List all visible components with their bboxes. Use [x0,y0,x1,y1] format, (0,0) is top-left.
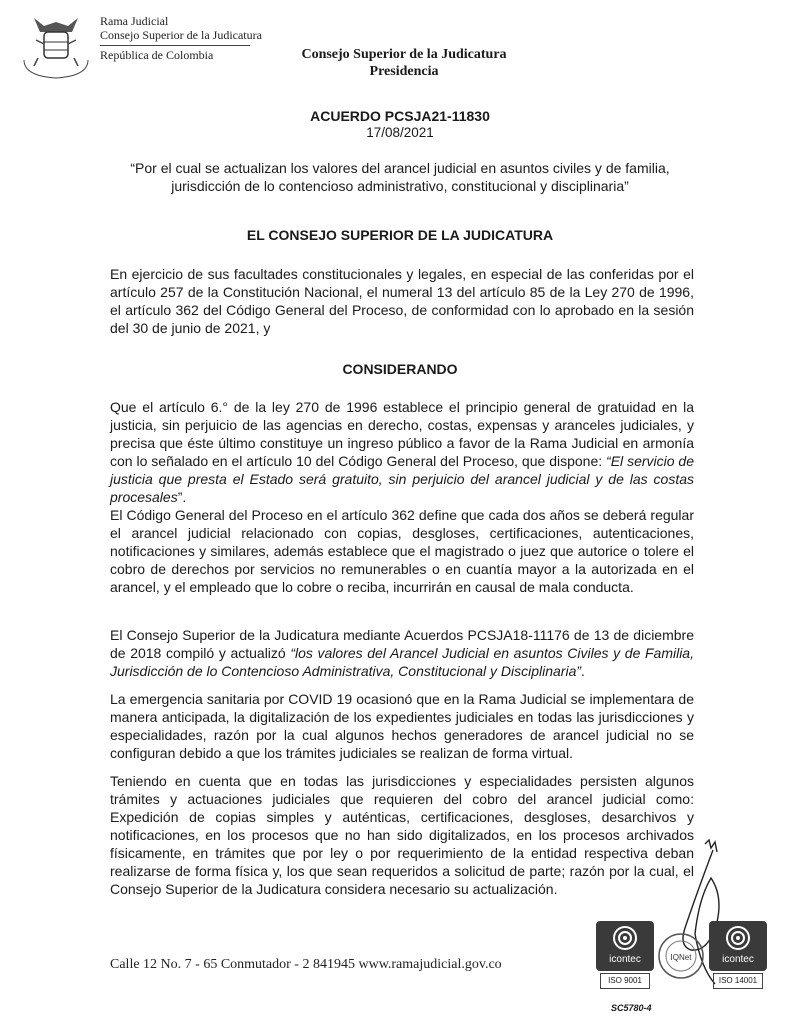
seal-standard: ISO 14001 [713,973,763,989]
paragraph-3-end: . [581,663,585,679]
paragraph-4: La emergencia sanitaria por COVID 19 ocasionó que en la Rama Judicial se implementara de manera anticipada, la digitalización de los expedientes judiciales en todas las jurisdicciones y especialidades, razón por la cual algunos hechos generadores de arancel judicial no se configuran debido a que los trámites judiciales se realizan de forma virtual. [110,691,694,761]
paragraph-1 [110,398,694,506]
seal-standard: ISO 9001 [600,973,650,989]
paragraph-1-end: ”. [177,489,187,505]
agreement-subject: “Por el cual se actualizan los valores del arancel judicial en asuntos civiles y de familia, jurisdicción de lo contencioso administrativo, constitucional y disciplinaria” [130,160,670,194]
paragraph-3-text: El Consejo Superior de la Judicatura mediante Acuerdos PCSJA18-11176 de 13 de diciembre de 2018 compiló y actualizó [110,627,694,661]
iqnet-seal [657,932,705,980]
paragraph-3 [110,626,694,680]
footer-address: Calle 12 No. 7 - 65 Conmutador - 2 841945 www.ramajudicial.gov.co [110,957,502,972]
issuer-office: Presidencia [369,64,439,79]
agreement-date: 17/08/2021 [366,125,434,140]
paragraph-5: Teniendo en cuenta que en todas las jurisdicciones y especialidades persisten algunos trámites y actuaciones judiciales que requieren del cobro del arancel judicial como: Expedición de copias simples y auténticas, certificaciones, desgloses, desarchivos y notificaciones, en los procesos que no han sido digitalizados, en los procesos archivados físicamente, en trámites que por ley o por requerimiento de la entidad respectiva deban realizarse de forma física y, los que sean requeridos a solicitud de parte; razón por la cual, el Consejo Superior de la Judicatura considera necesario su actualización. [110,773,694,897]
certification-mark-icon [725,925,751,951]
issuer-name: Consejo Superior de la Judicatura [301,47,507,62]
paragraph-3-quote: “los valores del Arancel Judicial en asuntos Civiles y de Familia, Jurisdicción de lo Contencioso Administrativa, Constitucional y Disciplinaria” [110,645,694,679]
certification-mark-icon [612,925,638,951]
intro-paragraph: En ejercicio de sus facultades constitucionales y legales, en especial de las conferidas por el artículo 257 de la Constitución Nacional, el numeral 13 del artículo 85 de la Ley 270 de 1996, el artículo 362 del Código General del Proceso, de conformidad con lo aprobado en la sesión del 30 de junio de 2021, y [110,266,694,336]
paragraph-1-quote: “El servicio de justicia que presta el Estado será gratuito, sin perjuicio del arancel judicial y de las costas procesales [110,453,695,505]
org-line-consejo: Consejo Superior de la Judicatura [100,28,262,42]
seal-brand: icontec [609,954,641,965]
org-line-rama: Rama Judicial [100,14,169,28]
form-code: SC5780-4 [611,1003,652,1013]
org-country: República de Colombia [100,48,214,62]
issuer-block [0,46,800,80]
icontec-iso9001-seal [596,921,654,991]
paragraph-1-text: Que el artículo 6.° de la ley 270 de 1996 establece el principio general de gratuidad en la justicia, sin perjuicio de las agencias en derecho, costas, expensas y aranceles judiciales, y precisa que éste último constituye un ingreso público a favor de la Rama Judicial en armonía con lo señalado en el artículo 10 del Código General del Proceso, que dispone: [110,399,694,469]
seal-brand: icontec [722,954,754,965]
agreement-number: ACUERDO PCSJA21-11830 [310,108,490,124]
icontec-iso14001-seal [709,921,767,991]
iqnet-label: IQNet [670,953,692,962]
council-heading: EL CONSEJO SUPERIOR DE LA JUDICATURA [246,227,554,243]
paragraph-2: El Código General del Proceso en el artículo 362 define que cada dos años se deberá regular el arancel judicial relacionado con copias, desgloses, certificaciones, autenticaciones, notificaciones y similares, además establece que el magistrado o juez que autorice o tolere el cobro de derechos por servicios no remunerables o en cuantía mayor a la autorizada en el arancel, y el empleado que lo cobre o reciba, incurrirán en causal de mala conducta. [110,507,694,595]
considering-heading: CONSIDERANDO [342,361,458,377]
